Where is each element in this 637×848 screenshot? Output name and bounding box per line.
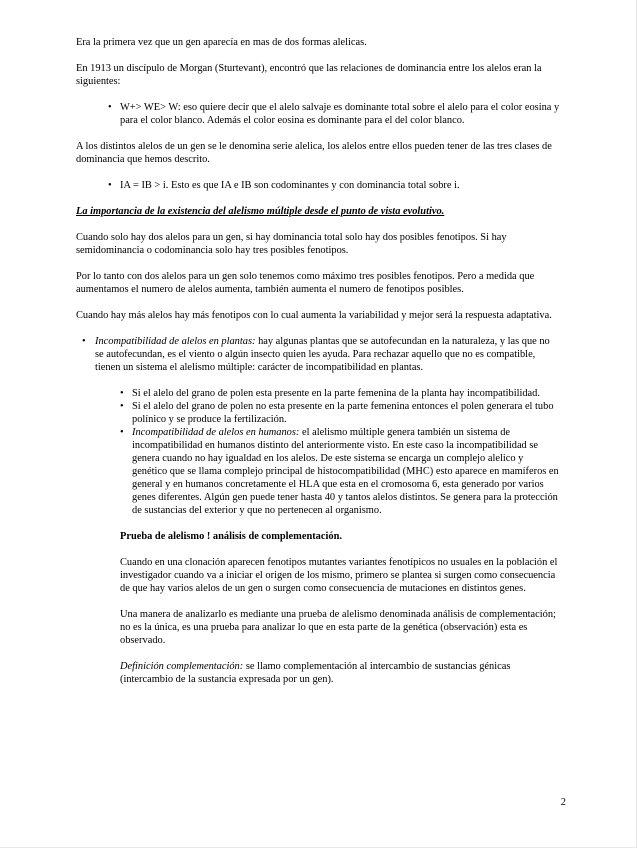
paragraph-definition	[120, 660, 560, 686]
paragraph-cloning-phenotypes: Cuando en una clonación aparecen fenotipos mutantes variantes fenotípicos no usuales en la población el investigador cuando va a iniciar el origen de los mismo, primero se plantea si surgen como consecuencia de que hay varios alelos de un gen o surgen como consecuencia de mutaciones en distintos genes.	[120, 557, 558, 594]
term-humans-description: el alelismo múltiple genera también un sistema de incompatibilidad en humanos distinto del anteriormente visto. En este caso la incompatibilidad se genera cuando no hay igualdad en los alelos. De este sistema se encarga un complejo alelico y genético que se llama complejo principal de histocompatibilidad (MHC) esto aparece en mamíferos en general y en humanos concretamente el HLA que esta en el cromosoma 6, esta generado por varios genes diferentes. Algún gen puede tener hasta 40 y tantos alelos distintos. Se genera para la protección de sustancias del exterior y que no pertenecen al organismo.	[132, 427, 559, 516]
paragraph-max-phenotypes: Por lo tanto con dos alelos para un gen solo tenemos como máximo tres posibles fenotipos. Pero a medida que aumentamos el numero de alelos aumenta, también aumenta el numero de fenotipos posibles.	[76, 271, 535, 295]
term-definition-description: se llamo complementación al intercambio de sustancias génicas (intercambio de la sustancia expresada por un gen).	[120, 661, 511, 685]
paragraph-morgan-1913: En 1913 un discípulo de Morgan (Sturtevant), encontró que las relaciones de dominancia entre los alelos eran la siguientes:	[76, 63, 542, 87]
term-definition: Definición complementación:	[120, 661, 244, 672]
section-heading-complementation-test: Prueba de alelismo ! análisis de complementación.	[120, 531, 342, 542]
bullet-icon: •	[120, 388, 124, 399]
list-item-text: Si el alelo del grano de polen esta presente en la parte femenina de la planta hay incompatibilidad.	[132, 388, 540, 399]
sub-list-incompatibility	[76, 387, 560, 517]
bullet-icon: •	[108, 102, 112, 113]
bullet-icon: •	[108, 180, 112, 191]
section-heading-evolutionary-importance: La importancia de la existencia del alelismo múltiple desde el punto de vista evolutivo.	[76, 206, 445, 217]
list-item-pollen-absent	[76, 400, 560, 426]
term-plants: Incompatibilidad de alelos en plantas:	[95, 336, 256, 347]
paragraph-analysis-method: Una manera de analizarlo es mediante una prueba de alelismo denominada análisis de complementación; no es la única, es una prueba para analizar lo que en esta parte de la genética (observación) esta es observado.	[120, 609, 556, 646]
bullet-icon: •	[120, 427, 124, 438]
paragraph-variability: Cuando hay más alelos hay más fenotipos con lo cual aumenta la variabilidad y mejor será la respuesta adaptativa.	[76, 310, 552, 321]
paragraph-two-alleles: Cuando solo hay dos alelos para un gen, si hay dominancia total solo hay dos posibles fenotipos. Si hay semidominancia o codominancia solo hay tres posibles fenotipos.	[76, 232, 507, 256]
list-item-text	[132, 427, 559, 516]
paragraph-allelic-series: A los distintos alelos de un gen se le denomina serie alelica, los alelos entre ellos pueden tener de las tres clases de dominancia que hemos descrito.	[76, 141, 552, 165]
paragraph-allelic-forms: Era la primera vez que un gen aparecía en mas de dos formas alelicas.	[76, 37, 367, 48]
term-plants-description: hay algunas plantas que se autofecundan en la naturaleza, y las que no se autofecundan, es el viento o algún insecto quien les ayuda. Para rechazar aquello que no es compatible, tienen un sistema el alelismo múltiple: carácter de incompatibilidad en plantas.	[95, 336, 550, 373]
list-item-human-incompatibility	[76, 426, 560, 517]
list-item-text	[95, 336, 550, 373]
list-item-text: Si el alelo del grano de polen no esta presente en la parte femenina entonces el polen generara el tubo polínico y se produce la fertilización.	[132, 401, 554, 425]
bullet-icon: •	[82, 336, 86, 347]
list-item-plant-incompatibility	[76, 335, 560, 374]
list-item-dominance-order	[76, 101, 560, 127]
list-item-text: IA = IB > i. Esto es que IA e IB son codominantes y con dominancia total sobre i.	[120, 180, 460, 191]
bullet-icon: •	[120, 401, 124, 412]
page-number: 2	[560, 797, 566, 808]
list-item-pollen-present	[76, 387, 560, 400]
term-humans: Incompatibilidad de alelos en humanos:	[132, 427, 300, 438]
list-item-codominance	[76, 179, 560, 192]
list-item-text: W+> WE> W: eso quiere decir que el alelo salvaje es dominante total sobre el alelo para el color eosina y para el color blanco. Además el color eosina es dominante para el del color blanco.	[120, 102, 560, 126]
